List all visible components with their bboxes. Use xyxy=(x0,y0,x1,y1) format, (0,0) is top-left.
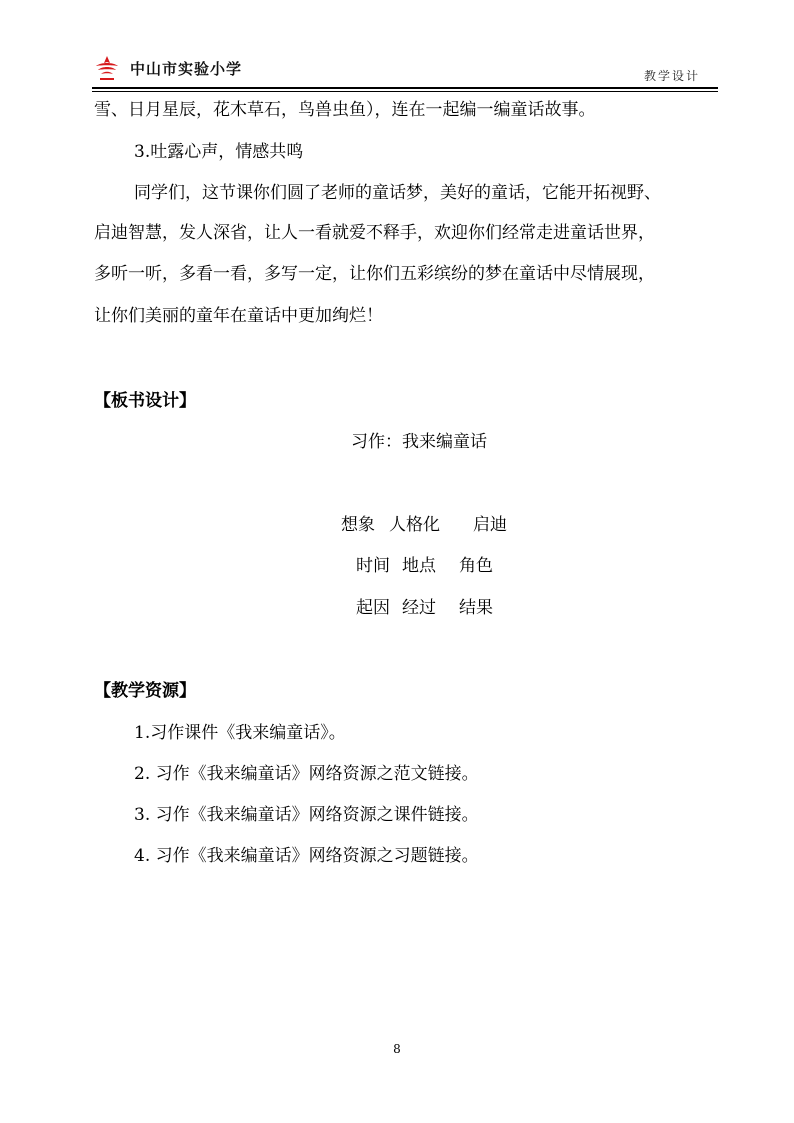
doc-type-label: 教学设计 xyxy=(643,69,700,83)
board-cell: 时间 xyxy=(356,556,390,576)
page-number: 8 xyxy=(393,1042,401,1056)
text-line: 雪、日月星辰，花木草石，鸟兽虫鱼），连在一起编一编童话故事。 xyxy=(94,100,596,120)
section-heading-resources: 【教学资源】 xyxy=(94,681,196,701)
board-cell: 地点 xyxy=(402,556,436,576)
step-title: 3.吐露心声，情感共鸣 xyxy=(134,142,304,162)
board-cell: 想象 xyxy=(341,515,375,535)
school-logo-icon xyxy=(92,54,122,84)
paragraph-line: 让你们美丽的童年在童话中更加绚烂！ xyxy=(94,306,383,326)
board-cell: 经过 xyxy=(402,598,436,618)
paragraph-line: 启迪智慧，发人深省，让人一看就爱不释手，欢迎你们经常走进童话世界， xyxy=(94,223,655,243)
board-cell: 人格化 xyxy=(389,515,440,535)
resource-item: 1.习作课件《我来编童话》。 xyxy=(134,723,346,743)
board-title: 习作：我来编童话 xyxy=(351,432,487,452)
resource-item: 3. 习作《我来编童话》网络资源之课件链接。 xyxy=(134,805,479,825)
page-header xyxy=(92,50,718,88)
paragraph-line: 多听一听，多看一看，多写一定，让你们五彩缤纷的梦在童话中尽情展现， xyxy=(94,264,655,284)
header-rule-thick xyxy=(92,87,718,89)
resource-item: 2. 习作《我来编童话》网络资源之范文链接。 xyxy=(134,764,479,784)
paragraph-line: 同学们，这节课你们圆了老师的童话梦，美好的童话，它能开拓视野、 xyxy=(134,183,661,203)
board-cell: 起因 xyxy=(356,598,390,618)
resource-item: 4. 习作《我来编童话》网络资源之习题链接。 xyxy=(134,846,479,866)
section-heading-board: 【板书设计】 xyxy=(94,391,196,411)
board-cell: 结果 xyxy=(459,598,493,618)
school-name: 中山市实验小学 xyxy=(130,60,243,78)
header-rule-thin xyxy=(92,91,718,92)
board-cell: 角色 xyxy=(459,556,493,576)
board-cell: 启迪 xyxy=(473,515,507,535)
